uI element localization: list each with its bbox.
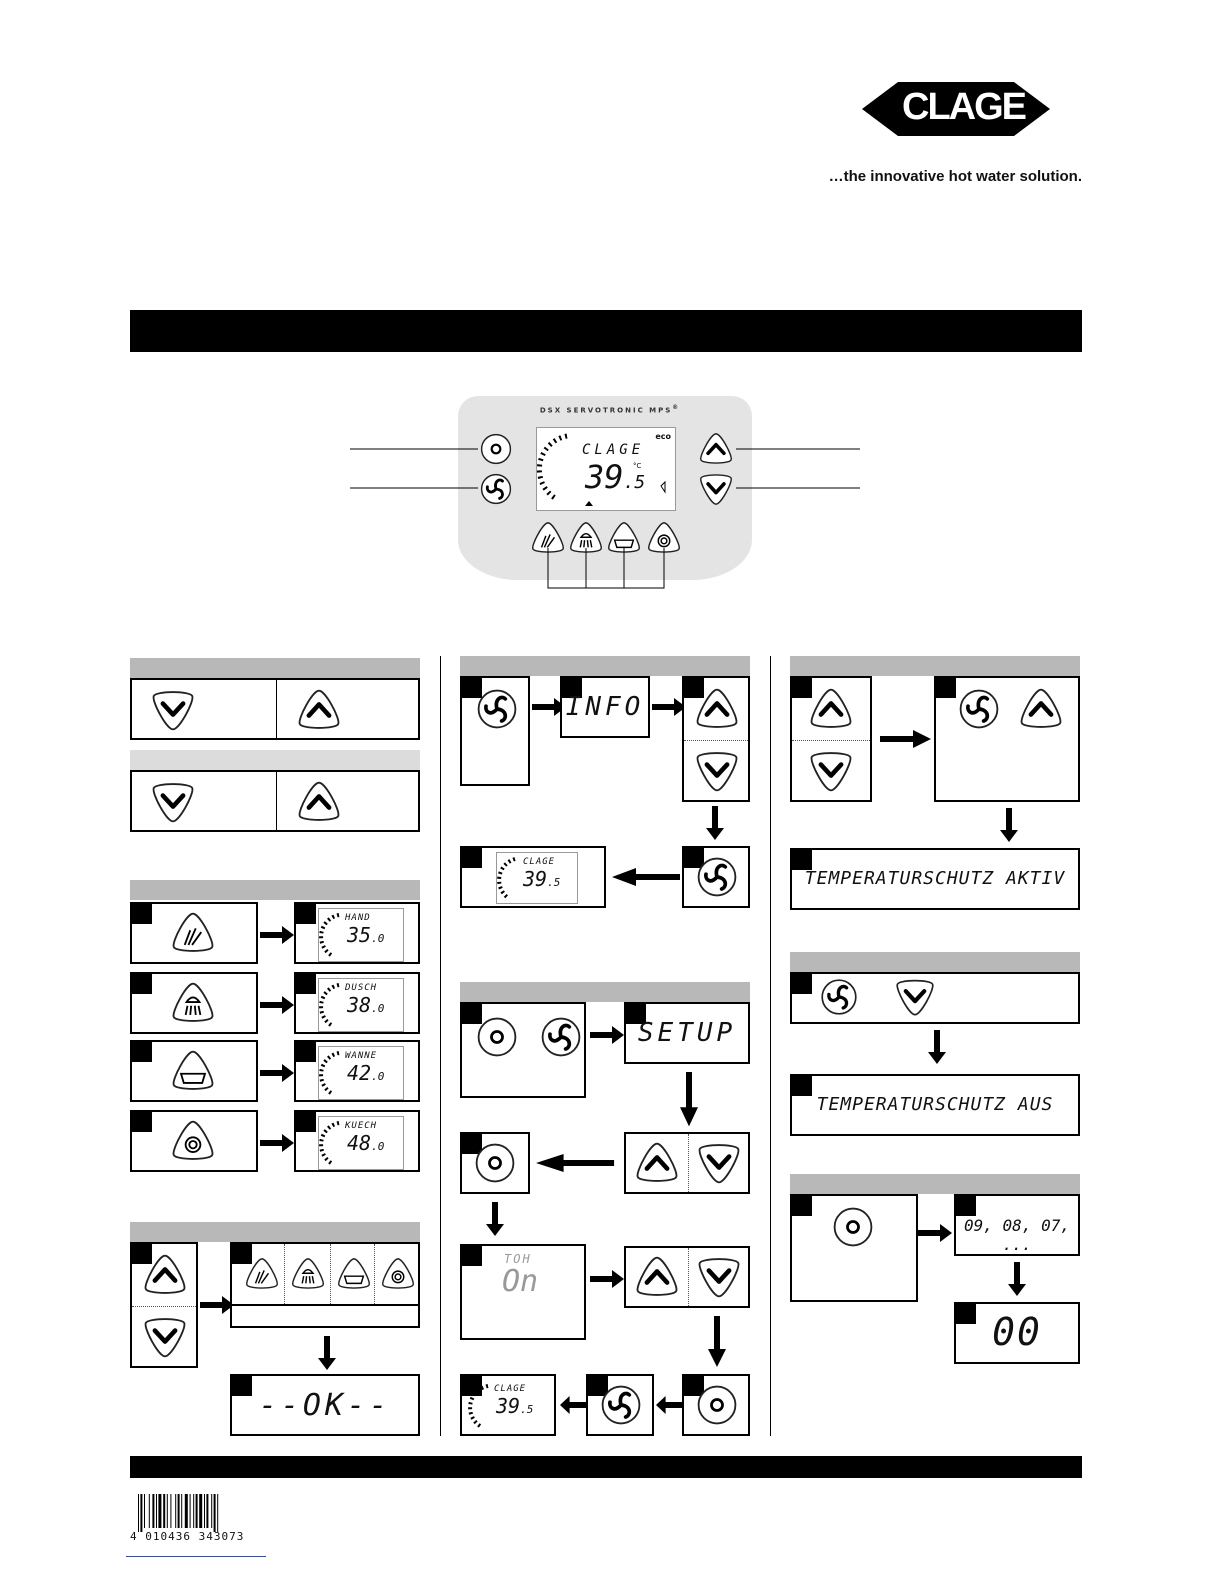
down-button[interactable] (894, 976, 936, 1018)
protect-off-display (790, 1074, 1080, 1136)
arrow-right (880, 730, 931, 748)
kitchen-button[interactable] (380, 1256, 416, 1292)
barcode-bar (158, 1494, 161, 1528)
countdown-display (954, 1194, 1080, 1256)
barcode-bar (185, 1494, 188, 1528)
preset-mode-label: KUECH (345, 1121, 378, 1131)
fan-button[interactable] (474, 686, 520, 732)
eco-badge: eco (655, 432, 671, 441)
barcode-bar (211, 1494, 212, 1528)
barcode-bar (199, 1494, 202, 1528)
panel-model: DSX SERVOTRONIC MPS® (539, 405, 681, 415)
fan-button[interactable] (598, 1382, 644, 1428)
section-header-c3-3 (790, 1174, 1080, 1194)
mini-display (318, 1046, 404, 1100)
hand-wash-button[interactable] (170, 910, 216, 956)
preset-mode-label: HAND (345, 913, 371, 923)
arrow-right (590, 1270, 624, 1288)
barcode-bar (206, 1494, 208, 1528)
barcode (138, 1494, 250, 1532)
up-button[interactable] (694, 686, 740, 732)
fan-button[interactable] (538, 1014, 584, 1060)
kitchen-button[interactable] (170, 1118, 216, 1164)
preset-display (294, 1110, 420, 1172)
column-divider-2 (770, 656, 771, 1436)
mini-display (318, 1116, 404, 1170)
section-header-c1-1 (130, 658, 420, 678)
barcode-bar (140, 1494, 142, 1532)
barcode-bar (175, 1494, 176, 1528)
up-button[interactable] (808, 686, 854, 732)
onoff-button[interactable] (694, 1382, 740, 1428)
zero-display (954, 1302, 1080, 1364)
section-header-c1-3 (130, 880, 420, 900)
down-button[interactable] (696, 1254, 742, 1300)
barcode-bar (152, 1494, 154, 1528)
arrow-down (708, 1316, 726, 1367)
arrow-down (680, 1072, 698, 1126)
preset-display (294, 902, 420, 964)
arrow-left (612, 868, 680, 886)
down-button[interactable] (150, 687, 196, 733)
arrow-down (318, 1336, 336, 1370)
title-bar (130, 310, 1082, 352)
barcode-bar (193, 1494, 194, 1528)
barcode-bar (178, 1494, 180, 1528)
arrow-down (706, 806, 724, 840)
mini-display (318, 978, 404, 1032)
onoff-button[interactable] (472, 1140, 518, 1186)
barcode-bar (138, 1494, 139, 1532)
shower-button[interactable] (170, 980, 216, 1026)
arrow-right (652, 698, 686, 716)
arrow-right (918, 1224, 952, 1242)
ok-display (230, 1374, 420, 1436)
barcode-bar (156, 1494, 157, 1528)
onoff-button[interactable] (830, 1204, 876, 1250)
protect-on-display (790, 848, 1080, 910)
preset-display (294, 972, 420, 1034)
preset-temp: 38.0 (347, 993, 385, 1017)
barcode-bar (167, 1494, 168, 1528)
fan-button[interactable] (818, 976, 860, 1018)
tagline: …the innovative hot water solution. (828, 168, 1082, 185)
section-header-c1-4 (130, 1222, 420, 1242)
arrow-right (260, 996, 294, 1014)
mini-display: CLAGE 39.5 (468, 1380, 552, 1432)
setup-text: SETUP (637, 1018, 737, 1048)
down-button[interactable] (808, 748, 854, 794)
ok-text: --OK-- (258, 1388, 392, 1423)
barcode-bar (190, 1494, 191, 1528)
preset-mode-label: WANNE (345, 1051, 378, 1061)
section-header-c3-1 (790, 656, 1080, 676)
panel-display-temp: 39.5 (585, 458, 646, 496)
mini-display (318, 908, 404, 962)
toh-label: TOH (504, 1252, 532, 1266)
step-box-empty (230, 1304, 420, 1328)
barcode-bar (181, 1494, 182, 1528)
barcode-digits: 4 010436 343073 (130, 1530, 245, 1543)
arrow-down (1000, 808, 1018, 842)
info-text: INFO (565, 692, 645, 722)
barcode-bar (170, 1494, 171, 1528)
footer-bar (130, 1456, 1082, 1478)
section-header-c1-2 (130, 750, 420, 770)
down-button[interactable] (696, 1140, 742, 1186)
leader-lines (340, 440, 870, 592)
logo-text: CLAGE (902, 86, 1025, 128)
bathtub-button[interactable] (170, 1048, 216, 1094)
section-header-c2-1 (460, 656, 750, 676)
fan-button[interactable] (956, 686, 1002, 732)
arrow-right (200, 1296, 234, 1314)
up-button[interactable] (1018, 686, 1064, 732)
barcode-bar (163, 1494, 165, 1528)
protect-on-text: TEMPERATURSCHUTZ AKTIV (804, 868, 1066, 889)
arrow-left (536, 1154, 614, 1172)
panel-display-mode: CLAGE (582, 442, 645, 458)
up-button[interactable] (634, 1254, 680, 1300)
preset-temp: 48.0 (347, 1131, 385, 1155)
zero-text: 00 (992, 1310, 1042, 1354)
barcode-bar (196, 1494, 198, 1528)
arrow-down (928, 1030, 946, 1064)
down-button[interactable] (150, 779, 196, 825)
barcode-bar (204, 1494, 205, 1528)
up-button[interactable] (142, 1252, 188, 1298)
onoff-button[interactable] (474, 1014, 520, 1060)
barcode-bar (149, 1494, 150, 1528)
up-button[interactable] (634, 1140, 680, 1186)
barcode-bar (144, 1494, 145, 1528)
toh-value: On (502, 1264, 539, 1299)
preset-temp: 42.0 (347, 1061, 385, 1085)
arrow-right (260, 1134, 294, 1152)
arrow-right (260, 926, 294, 944)
down-button[interactable] (694, 748, 740, 794)
up-button[interactable] (296, 779, 342, 825)
column-divider-1 (440, 656, 441, 1436)
shower-button[interactable] (290, 1256, 326, 1292)
up-button[interactable] (296, 687, 342, 733)
setup-display (624, 1002, 750, 1064)
hand-wash-button[interactable] (244, 1256, 280, 1292)
lcd-result-box (460, 846, 606, 908)
toh-display (460, 1244, 586, 1340)
panel-display-unit: °C (633, 462, 642, 470)
info-display (560, 676, 650, 738)
down-button[interactable] (142, 1314, 188, 1360)
mini-display: CLAGE 39.5 (496, 852, 578, 904)
arrow-left (656, 1396, 683, 1414)
fan-button[interactable] (694, 854, 740, 900)
section-header-c2-2 (460, 982, 750, 1002)
section-header-c3-2 (790, 952, 1080, 972)
barcode-bar (214, 1494, 216, 1532)
countdown-text: 09, 08, 07, ... (964, 1216, 1070, 1254)
barcode-bar (217, 1494, 218, 1532)
arrow-right (260, 1064, 294, 1082)
arrow-down (1008, 1262, 1026, 1296)
footer-underline (126, 1556, 266, 1557)
arrow-left (560, 1396, 587, 1414)
preset-display (294, 1040, 420, 1102)
brand-logo (862, 78, 1050, 140)
lcd-result-box (460, 1374, 556, 1436)
protect-off-text: TEMPERATURSCHUTZ AUS (816, 1094, 1054, 1115)
preset-mode-label: DUSCH (345, 983, 378, 993)
arrow-down (486, 1202, 504, 1236)
preset-temp: 35.0 (347, 923, 385, 947)
arrow-right (590, 1026, 624, 1044)
bathtub-button[interactable] (336, 1256, 372, 1292)
